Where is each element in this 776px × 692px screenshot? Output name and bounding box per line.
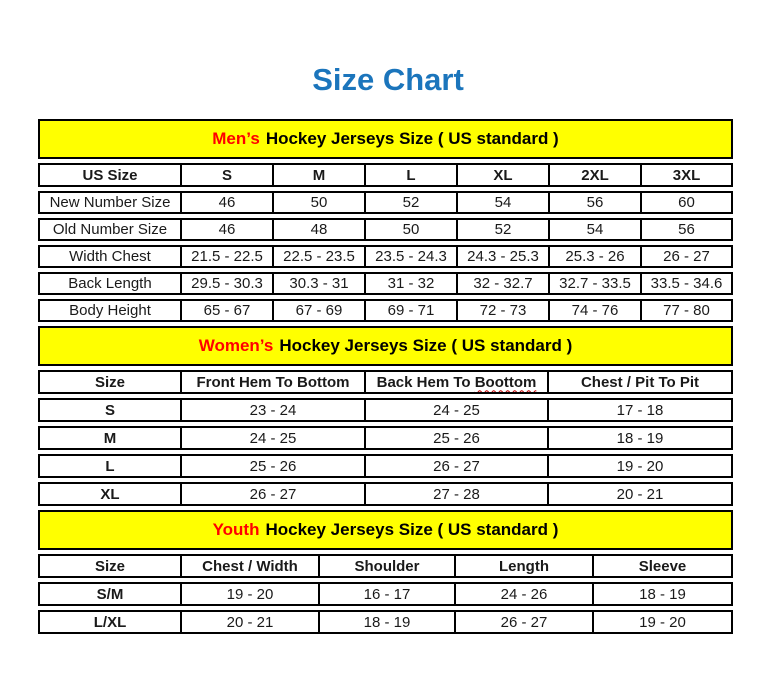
content-column xyxy=(38,119,733,638)
cell-value: 48 xyxy=(274,218,366,241)
table-row xyxy=(38,426,733,450)
cell-value: 17 - 18 xyxy=(549,398,733,422)
section-banner-men xyxy=(38,119,733,159)
row-label: New Number Size xyxy=(38,191,182,214)
cell-value: 54 xyxy=(458,191,550,214)
banner-highlight-youth: Youth xyxy=(212,520,260,539)
table-row xyxy=(38,299,733,322)
column-header: Size xyxy=(38,370,182,394)
header-text-prefix: Back Hem To xyxy=(376,373,475,391)
cell-value: 27 - 28 xyxy=(366,482,549,506)
cell-value: 56 xyxy=(550,191,642,214)
cell-value: 46 xyxy=(182,191,274,214)
cell-value: 56 xyxy=(642,218,733,241)
cell-value: 33.5 - 34.6 xyxy=(642,272,733,295)
cell-value: 54 xyxy=(550,218,642,241)
column-header: Sleeve xyxy=(594,554,733,578)
cell-value: 24 - 25 xyxy=(182,426,366,450)
cell-value: 21.5 - 22.5 xyxy=(182,245,274,268)
column-header: Front Hem To Bottom xyxy=(182,370,366,394)
cell-value: 65 - 67 xyxy=(182,299,274,322)
column-header: Size xyxy=(38,554,182,578)
row-label: Back Length xyxy=(38,272,182,295)
cell-value: 25.3 - 26 xyxy=(550,245,642,268)
cell-value: 32.7 - 33.5 xyxy=(550,272,642,295)
cell-value: 18 - 19 xyxy=(320,610,456,634)
column-header: Length xyxy=(456,554,594,578)
cell-value: 69 - 71 xyxy=(366,299,458,322)
cell-value: 22.5 - 23.5 xyxy=(274,245,366,268)
column-header: 2XL xyxy=(550,163,642,187)
cell-value: 50 xyxy=(366,218,458,241)
men-header-row xyxy=(38,163,733,187)
cell-value: 77 - 80 xyxy=(642,299,733,322)
women-size-table xyxy=(38,366,733,510)
column-header: 3XL xyxy=(642,163,733,187)
cell-value: 67 - 69 xyxy=(274,299,366,322)
section-banner-youth xyxy=(38,510,733,550)
banner-text-women: Hockey Jerseys Size ( US standard ) xyxy=(279,336,573,355)
cell-value: 24 - 25 xyxy=(366,398,549,422)
table-row xyxy=(38,398,733,422)
cell-value: 19 - 20 xyxy=(182,582,320,606)
cell-value: 19 - 20 xyxy=(594,610,733,634)
row-label: XL xyxy=(38,482,182,506)
cell-value: 24.3 - 25.3 xyxy=(458,245,550,268)
youth-size-table xyxy=(38,550,733,638)
row-label: Width Chest xyxy=(38,245,182,268)
cell-value: 26 - 27 xyxy=(456,610,594,634)
column-header: L xyxy=(366,163,458,187)
cell-value: 20 - 21 xyxy=(182,610,320,634)
cell-value: 26 - 27 xyxy=(366,454,549,478)
cell-value: 29.5 - 30.3 xyxy=(182,272,274,295)
spellcheck-underlined-word: Boottom xyxy=(474,373,537,391)
cell-value: 31 - 32 xyxy=(366,272,458,295)
banner-text-youth: Hockey Jerseys Size ( US standard ) xyxy=(265,520,559,539)
cell-value: 25 - 26 xyxy=(182,454,366,478)
table-row xyxy=(38,582,733,606)
banner-highlight-men: Men’s xyxy=(212,129,260,148)
table-row xyxy=(38,482,733,506)
cell-value: 16 - 17 xyxy=(320,582,456,606)
cell-value: 32 - 32.7 xyxy=(458,272,550,295)
column-header: XL xyxy=(458,163,550,187)
cell-value: 50 xyxy=(274,191,366,214)
table-row xyxy=(38,218,733,241)
women-header-row xyxy=(38,370,733,394)
table-row xyxy=(38,272,733,295)
table-row xyxy=(38,610,733,634)
column-header: Chest / Pit To Pit xyxy=(549,370,733,394)
banner-text-men: Hockey Jerseys Size ( US standard ) xyxy=(265,129,559,148)
page-title: Size Chart xyxy=(312,62,464,97)
cell-value: 72 - 73 xyxy=(458,299,550,322)
row-label: L xyxy=(38,454,182,478)
row-label: Old Number Size xyxy=(38,218,182,241)
row-label: L/XL xyxy=(38,610,182,634)
cell-value: 25 - 26 xyxy=(366,426,549,450)
column-header: Shoulder xyxy=(320,554,456,578)
banner-highlight-women: Women’s xyxy=(198,336,274,355)
row-label: Body Height xyxy=(38,299,182,322)
row-label: S xyxy=(38,398,182,422)
cell-value: 18 - 19 xyxy=(549,426,733,450)
cell-value: 26 - 27 xyxy=(642,245,733,268)
youth-header-row xyxy=(38,554,733,578)
column-header: Chest / Width xyxy=(182,554,320,578)
cell-value: 18 - 19 xyxy=(594,582,733,606)
column-header: M xyxy=(274,163,366,187)
cell-value: 30.3 - 31 xyxy=(274,272,366,295)
cell-value: 46 xyxy=(182,218,274,241)
table-row xyxy=(38,245,733,268)
cell-value: 23.5 - 24.3 xyxy=(366,245,458,268)
cell-value: 60 xyxy=(642,191,733,214)
row-label: S/M xyxy=(38,582,182,606)
column-header: S xyxy=(182,163,274,187)
cell-value: 20 - 21 xyxy=(549,482,733,506)
cell-value: 74 - 76 xyxy=(550,299,642,322)
cell-value: 26 - 27 xyxy=(182,482,366,506)
cell-value: 19 - 20 xyxy=(549,454,733,478)
cell-value: 24 - 26 xyxy=(456,582,594,606)
cell-value: 23 - 24 xyxy=(182,398,366,422)
section-banner-women xyxy=(38,326,733,366)
table-row xyxy=(38,454,733,478)
cell-value: 52 xyxy=(458,218,550,241)
men-size-table xyxy=(38,159,733,326)
cell-value: 52 xyxy=(366,191,458,214)
column-header-misspelled xyxy=(366,370,549,394)
column-header: US Size xyxy=(38,163,182,187)
row-label: M xyxy=(38,426,182,450)
table-row xyxy=(38,191,733,214)
